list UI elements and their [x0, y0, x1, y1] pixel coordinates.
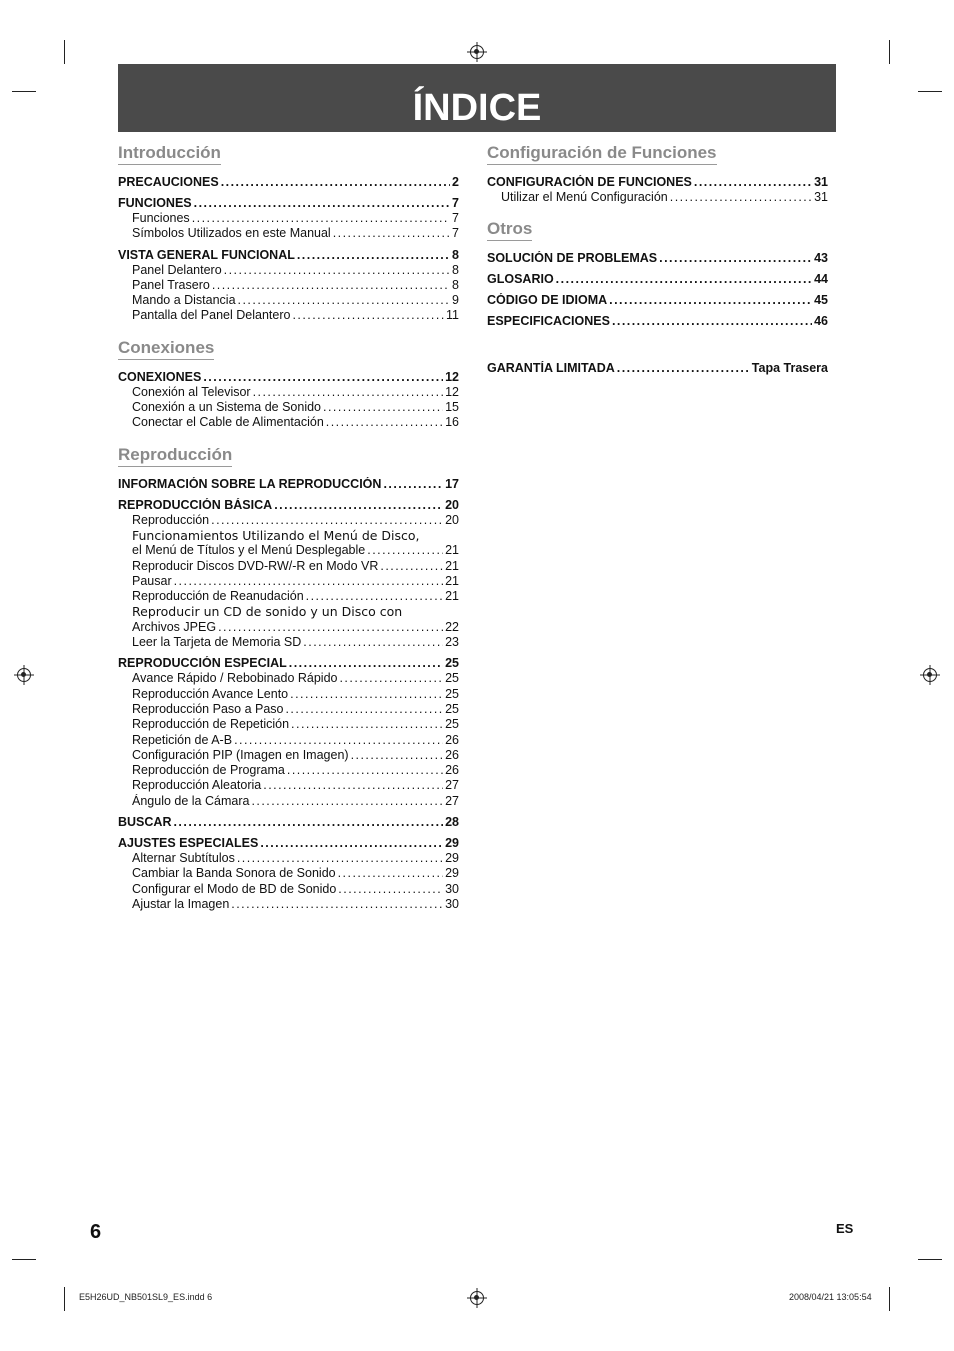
- heading-spacer: [118, 165, 459, 173]
- toc-sub-entry: [118, 866, 459, 881]
- toc-page: 20: [445, 497, 459, 512]
- toc-page: 25: [445, 686, 459, 701]
- toc-main-entry: [118, 248, 459, 263]
- dot-leader: [289, 656, 443, 671]
- toc-sub-entry-line: Funcionamientos Utilizando el Menú de Disco,: [132, 527, 420, 543]
- dot-leader: [173, 815, 443, 830]
- crop-mark: [64, 1287, 65, 1311]
- toc-label: Reproducción: [132, 512, 210, 527]
- toc-page: 16: [445, 415, 459, 430]
- dot-leader: [231, 897, 443, 912]
- toc-sub-entry: [118, 778, 459, 793]
- dot-leader: [285, 702, 443, 717]
- toc-page: 7: [452, 211, 459, 225]
- toc-label: BUSCAR: [118, 815, 172, 830]
- toc-label: Repetición de A-B: [132, 732, 233, 747]
- toc-sub-entry: [118, 513, 459, 528]
- toc-page: 12: [445, 369, 459, 384]
- dot-leader: [338, 866, 443, 881]
- toc-label: Pantalla del Panel Delantero: [132, 308, 291, 323]
- dot-leader: [221, 175, 450, 190]
- toc-label: Configuración PIP (Imagen en Imagen): [132, 747, 349, 762]
- toc-label: Cambiar la Banda Sonora de Sonido: [132, 866, 336, 881]
- section-gap: [118, 431, 459, 445]
- toc-label: Reproducción de Reanudación: [132, 589, 304, 604]
- toc-label: Conexión a un Sistema de Sonido: [132, 400, 322, 415]
- dot-leader: [203, 370, 443, 385]
- toc-label: Utilizar el Menú Configuración: [501, 190, 668, 204]
- toc-sub-entry: [118, 543, 459, 558]
- toc-page: 7: [452, 196, 459, 210]
- toc-sub-entry: [118, 308, 459, 323]
- toc-label: Leer la Tarjeta de Memoria SD: [132, 635, 302, 650]
- toc-label: REPRODUCCIÓN BÁSICA: [118, 497, 273, 512]
- toc-page: 26: [445, 747, 459, 762]
- crop-mark: [12, 1259, 36, 1260]
- toc-label: Panel Trasero: [132, 277, 210, 292]
- toc-page: Tapa Trasera: [751, 361, 828, 376]
- dot-leader: [253, 385, 444, 400]
- toc-label: Reproducción Paso a Paso: [132, 701, 284, 716]
- toc-sub-entry: [118, 293, 459, 308]
- toc-main-entry: [118, 196, 459, 211]
- toc-label: CÓDIGO DE IDIOMA: [487, 293, 608, 308]
- toc-page: 27: [445, 778, 459, 793]
- dot-leader: [211, 513, 443, 528]
- toc-sub-entry: [118, 733, 459, 748]
- toc-label: PRECAUCIONES: [118, 175, 219, 189]
- toc-right-column: [487, 143, 828, 376]
- toc-label: Reproducción Avance Lento: [132, 686, 289, 701]
- toc-sub-entry: [118, 278, 459, 293]
- toc-page: 31: [814, 175, 828, 189]
- toc-sub-entry: [118, 635, 459, 650]
- toc-sub-entry: [118, 702, 459, 717]
- toc-main-entry: [118, 370, 459, 385]
- dot-leader: [338, 882, 443, 897]
- dot-leader: [212, 278, 450, 293]
- section-gap: [118, 324, 459, 338]
- heading-spacer: [487, 165, 828, 173]
- section-heading: Otros: [487, 219, 532, 241]
- toc-label: GLOSARIO: [487, 272, 554, 287]
- dot-leader: [339, 671, 443, 686]
- dot-leader: [234, 733, 443, 748]
- crop-mark: [889, 1287, 890, 1311]
- dot-leader: [367, 543, 443, 558]
- toc-main-entry: [487, 175, 828, 190]
- dot-leader: [297, 248, 450, 263]
- toc-page: 22: [445, 619, 459, 634]
- heading-spacer: [118, 360, 459, 368]
- toc-label: GARANTÍA LIMITADA: [487, 361, 615, 376]
- toc-label: FUNCIONES: [118, 196, 192, 210]
- toc-main-entry: [118, 175, 459, 190]
- toc-label: CONEXIONES: [118, 369, 202, 384]
- toc-label: CONFIGURACIÓN DE FUNCIONES: [487, 175, 692, 189]
- toc-sub-entry: [487, 190, 828, 205]
- heading-spacer: [118, 467, 459, 475]
- dot-leader: [351, 748, 444, 763]
- toc-label: Panel Delantero: [132, 262, 222, 277]
- toc-page: 44: [814, 272, 828, 287]
- toc-label: SOLUCIÓN DE PROBLEMAS: [487, 251, 658, 266]
- date-slug: 2008/04/21 13:05:54: [789, 1292, 872, 1302]
- page-number: 6: [90, 1221, 102, 1243]
- toc-page: 12: [445, 384, 459, 399]
- dot-leader: [612, 314, 812, 329]
- section-heading: Introducción: [118, 143, 221, 165]
- crop-mark: [918, 91, 942, 92]
- toc-page: 45: [814, 293, 828, 308]
- toc-label: Reproducción de Programa: [132, 763, 285, 778]
- toc-page: 21: [445, 589, 459, 604]
- toc-label: Funciones: [132, 211, 190, 225]
- dot-leader: [383, 477, 443, 492]
- dot-leader: [224, 263, 450, 278]
- dot-leader: [380, 559, 443, 574]
- toc-main-entry: [487, 272, 828, 287]
- toc-page: 21: [445, 573, 459, 588]
- dot-leader: [326, 415, 443, 430]
- toc-page: 25: [445, 656, 459, 671]
- toc-label: Mando a Distancia: [132, 293, 236, 308]
- toc-sub-entry: [118, 882, 459, 897]
- toc-page: 25: [445, 671, 459, 686]
- toc-sub-entry: [118, 748, 459, 763]
- toc-sub-entry: [118, 897, 459, 912]
- dot-leader: [260, 836, 443, 851]
- toc-page: 28: [445, 815, 459, 830]
- toc-page: 29: [445, 866, 459, 881]
- language-code: ES: [836, 1221, 854, 1236]
- crop-mark: [889, 40, 890, 64]
- dot-leader: [238, 293, 451, 308]
- toc-sub-entry: [118, 589, 459, 604]
- toc-label: REPRODUCCIÓN ESPECIAL: [118, 656, 287, 671]
- toc-main-entry: [487, 251, 828, 266]
- registration-mark-icon: [17, 668, 31, 682]
- toc-label: VISTA GENERAL FUNCIONAL: [118, 247, 295, 262]
- dot-leader: [694, 175, 812, 190]
- toc-sub-entry: [118, 263, 459, 278]
- dot-leader: [194, 196, 450, 211]
- toc-page: 26: [445, 732, 459, 747]
- section-gap: [487, 205, 828, 219]
- dot-leader: [290, 687, 443, 702]
- toc-sub-entry: [118, 211, 459, 226]
- toc-page: 25: [445, 717, 459, 732]
- toc-label: Ángulo de la Cámara: [132, 793, 250, 808]
- heading-spacer: [487, 241, 828, 249]
- toc-label: Ajustar la Imagen: [132, 896, 230, 911]
- toc-page: 29: [445, 851, 459, 866]
- toc-sub-entry: [118, 794, 459, 809]
- toc-sub-entry: [118, 400, 459, 415]
- toc-sub-entry: [118, 671, 459, 686]
- dot-leader: [174, 574, 443, 589]
- toc-page: 27: [445, 793, 459, 808]
- toc-main-entry: [118, 656, 459, 671]
- dot-leader: [287, 763, 443, 778]
- dot-leader: [291, 717, 443, 732]
- toc-page: 26: [445, 763, 459, 778]
- section-heading: Configuración de Funciones: [487, 143, 717, 165]
- dot-leader: [617, 361, 750, 376]
- dot-leader: [659, 251, 812, 266]
- toc-page: 11: [446, 308, 459, 323]
- toc-label: Reproducción de Repetición: [132, 717, 290, 732]
- file-slug: E5H26UD_NB501SL9_ES.indd 6: [79, 1292, 213, 1302]
- toc-page: 46: [814, 314, 828, 329]
- toc-page: 25: [445, 701, 459, 716]
- registration-mark-icon: [470, 45, 484, 59]
- toc-page: 20: [445, 512, 459, 527]
- toc-label: Conexión al Televisor: [132, 384, 251, 399]
- toc-page: 30: [445, 896, 459, 911]
- toc-page: 31: [814, 190, 828, 204]
- toc-sub-entry: [118, 717, 459, 732]
- toc-page: 7: [452, 226, 459, 241]
- toc-left-column: [118, 143, 459, 912]
- toc-main-entry: [118, 836, 459, 851]
- toc-sub-entry: [118, 574, 459, 589]
- toc-page: 23: [445, 635, 459, 650]
- toc-main-entry: [118, 815, 459, 830]
- toc-sub-entry: [118, 763, 459, 778]
- toc-sub-entry-line: Reproducir un CD de sonido y un Disco con: [132, 604, 403, 620]
- toc-main-entry: [118, 498, 459, 513]
- page-title: ÍNDICE: [412, 87, 542, 129]
- dot-leader: [274, 498, 443, 513]
- toc-page: 9: [452, 293, 459, 308]
- registration-mark-icon: [470, 1291, 484, 1305]
- toc-label: Pausar: [132, 573, 172, 588]
- registration-mark-icon: [923, 668, 937, 682]
- toc-sub-entry: [118, 385, 459, 400]
- toc-page: 30: [445, 881, 459, 896]
- toc-page: 8: [452, 247, 459, 262]
- toc-sub-entry: [118, 687, 459, 702]
- dot-leader: [303, 635, 443, 650]
- dot-leader: [306, 589, 443, 604]
- dot-leader: [556, 272, 812, 287]
- toc-label: Avance Rápido / Rebobinado Rápido: [132, 671, 338, 686]
- toc-main-entry: [487, 293, 828, 308]
- toc-page: 43: [814, 251, 828, 266]
- crop-mark: [918, 1259, 942, 1260]
- toc-page: 21: [445, 543, 459, 558]
- toc-sub-entry: [118, 415, 459, 430]
- dot-leader: [609, 293, 812, 308]
- dot-leader: [670, 190, 812, 205]
- toc-sub-entry: [118, 851, 459, 866]
- toc-page: 2: [452, 175, 459, 189]
- toc-page: 21: [445, 558, 459, 573]
- toc-label: INFORMACIÓN SOBRE LA REPRODUCCIÓN: [118, 476, 382, 491]
- dot-leader: [263, 778, 443, 793]
- toc-label: Archivos JPEG: [132, 619, 217, 634]
- toc-page: 29: [445, 836, 459, 851]
- toc-label: ESPECIFICACIONES: [487, 314, 610, 329]
- toc-sub-entry: [118, 226, 459, 241]
- toc-label: Alternar Subtítulos: [132, 851, 235, 866]
- toc-label: el Menú de Títulos y el Menú Desplegable: [132, 543, 366, 558]
- toc-label: Configurar el Modo de BD de Sonido: [132, 881, 337, 896]
- toc-label: Símbolos Utilizados en este Manual: [132, 226, 331, 241]
- toc-label: Reproducción Aleatoria: [132, 778, 262, 793]
- section-heading: Conexiones: [118, 338, 214, 360]
- toc-sub-entry: [118, 620, 459, 635]
- title-banner: [118, 64, 836, 132]
- toc-main-entry: [118, 477, 459, 492]
- dot-leader: [237, 851, 443, 866]
- toc-page: 15: [445, 400, 459, 415]
- dot-leader: [192, 211, 450, 226]
- toc-label: Conectar el Cable de Alimentación: [132, 415, 324, 430]
- dot-leader: [292, 308, 444, 323]
- toc-main-entry: [487, 314, 828, 329]
- dot-leader: [323, 400, 443, 415]
- crop-mark: [12, 91, 36, 92]
- dot-leader: [251, 794, 443, 809]
- toc-warranty-entry: [487, 361, 828, 376]
- crop-mark: [64, 40, 65, 64]
- dot-leader: [333, 226, 450, 241]
- toc-page: 17: [445, 476, 459, 491]
- toc-sub-entry: [118, 559, 459, 574]
- toc-page: 8: [452, 262, 459, 277]
- section-heading: Reproducción: [118, 445, 232, 467]
- toc-label: Reproducir Discos DVD-RW/-R en Modo VR: [132, 558, 379, 573]
- dot-leader: [218, 620, 443, 635]
- toc-page: 8: [452, 277, 459, 292]
- toc-label: AJUSTES ESPECIALES: [118, 836, 259, 851]
- warranty-spacer: [487, 329, 828, 355]
